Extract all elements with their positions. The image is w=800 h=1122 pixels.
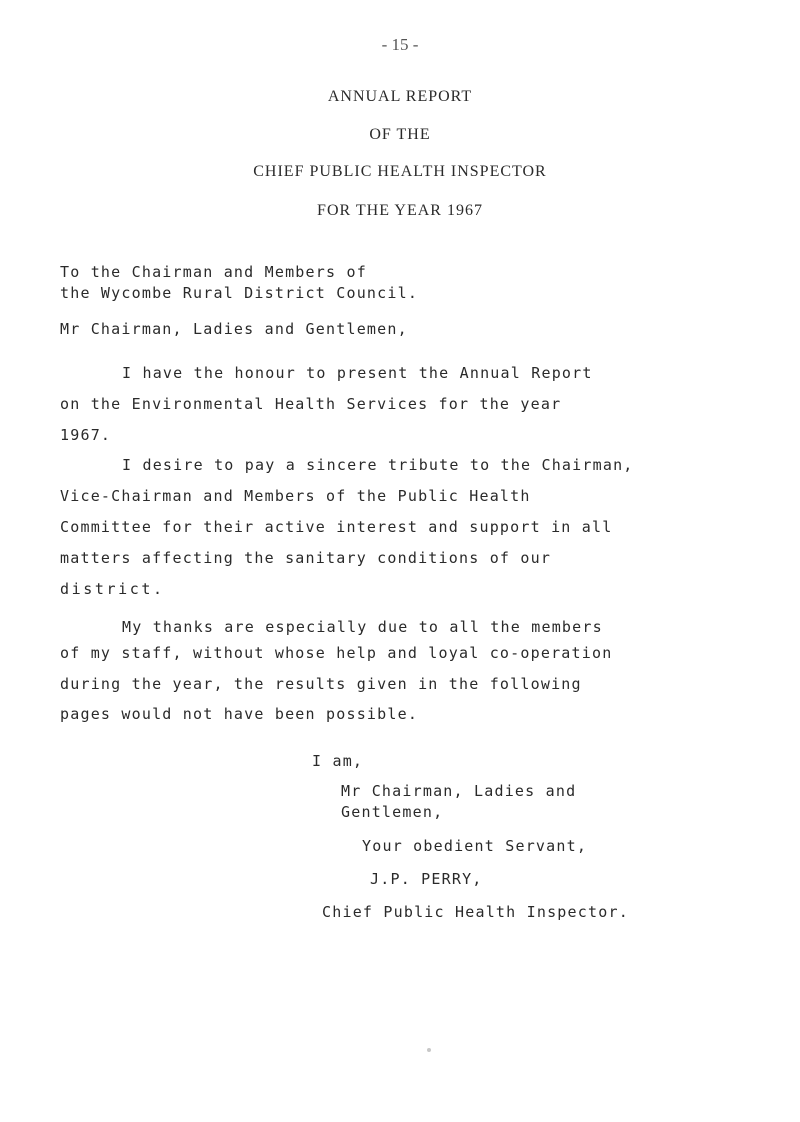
closing-line-1: Mr Chairman, Ladies and <box>341 782 577 800</box>
closing-line-2: Gentlemen, <box>341 803 444 821</box>
paragraph-1-line-1: I have the honour to present the Annual Report <box>122 364 593 382</box>
paragraph-2-line-2: Vice-Chairman and Members of the Public Health <box>60 487 531 505</box>
report-title-line-1: ANNUAL REPORT <box>327 88 473 105</box>
report-title-line-4: FOR THE YEAR 1967 <box>317 202 483 219</box>
paragraph-3-line-1: My thanks are especially due to all the members <box>122 618 603 636</box>
closing-servant: Your obedient Servant, <box>362 837 588 855</box>
closing-i-am: I am, <box>312 752 364 770</box>
address-line-2: the Wycombe Rural District Council. <box>60 284 419 302</box>
paragraph-3-line-2: of my staff, without whose help and loyal co-operation <box>60 644 613 662</box>
paragraph-2-line-4: matters affecting the sanitary conditions of our <box>60 549 552 567</box>
paragraph-1-line-2: on the Environmental Health Services for the year <box>60 395 562 413</box>
salutation: Mr Chairman, Ladies and Gentlemen, <box>60 320 408 338</box>
paragraph-2-line-1: I desire to pay a sincere tribute to the Chairman, <box>122 456 634 474</box>
paragraph-3-line-3: during the year, the results given in the following <box>60 675 582 693</box>
page-number: - 15 - <box>381 35 419 54</box>
paragraph-2-line-3: Committee for their active interest and support in all <box>60 518 613 536</box>
paragraph-3-line-4: pages would not have been possible. <box>60 705 419 723</box>
report-title-line-2: OF THE <box>369 126 431 143</box>
paragraph-1-line-3: 1967. <box>60 426 112 444</box>
ink-speck <box>427 1048 431 1052</box>
paragraph-2-line-5: district. <box>60 580 165 598</box>
signatory-title: Chief Public Health Inspector. <box>322 903 629 921</box>
report-title-line-3: CHIEF PUBLIC HEALTH INSPECTOR <box>253 163 547 180</box>
address-line-1: To the Chairman and Members of <box>60 263 367 281</box>
signatory-name: J.P. PERRY, <box>370 870 483 888</box>
